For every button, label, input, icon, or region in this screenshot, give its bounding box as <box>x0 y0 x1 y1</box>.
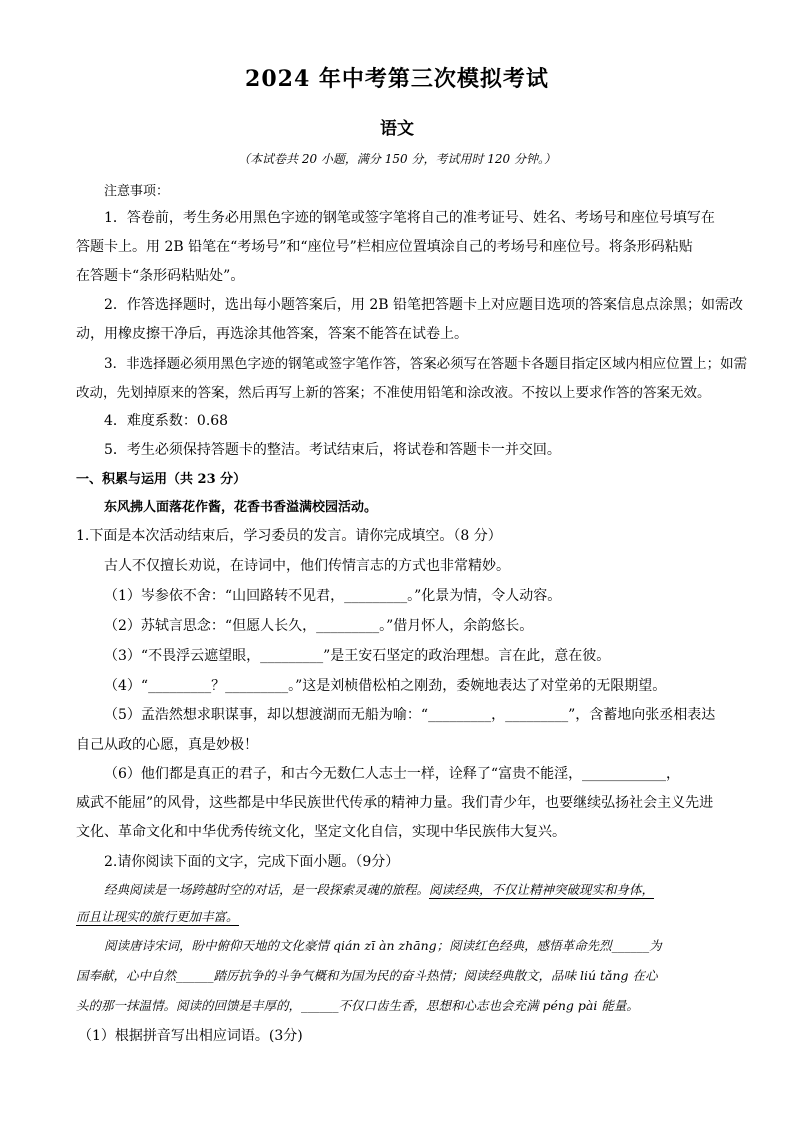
question-1-item: （3）“不畏浮云遮望眼，_________”是王安石坚定的政治理想。言在此，意在彼。 <box>104 648 611 664</box>
question-1-item: （5）孟浩然想求职谋事，却以想渡湖而无船为喻：“_________，_________”，含蓄地向张丞相表达 <box>104 707 716 723</box>
notice-line: 在答题卡“条形码粘贴处”。 <box>76 268 245 284</box>
question-1-stem: 1.下面是本次活动结束后，学习委员的发言。请你完成填空。（8 分） <box>76 528 502 544</box>
question-1-item: （4）“_________？_________。”这是刘桢借松柏之刚劲，委婉地表达了对堂弟的无限期望。 <box>104 678 667 694</box>
subject-heading: 语文 <box>380 119 414 139</box>
notice-line: 2．作答选择题时，选出每小题答案后，用 2B 铅笔把答题卡上对应题目选项的答案信息点涂黑；如需改 <box>104 297 744 313</box>
question-1-item-cont: 自己从政的心愿，真是妙极！ <box>76 737 258 753</box>
question-1-item: （1）岑参依不舍：“山回路转不见君，_________。”化景为情，令人动容。 <box>104 588 562 604</box>
reading-passage-line <box>76 907 239 925</box>
reading-passage-line: 阅读唐诗宋词，盼中俯仰天地的文化豪情 qián zī àn zhāng；阅读红色经典，感悟革命先烈______为 <box>104 938 662 953</box>
question-1-item-cont: 威武不能屈”的风骨，这些都是中华民族世代传承的精神力量。我们青少年，也要继续弘扬社会主义先进 <box>76 795 714 811</box>
question-2-sub-1: （1）根据拼音写出相应词语。(3分) <box>78 1028 303 1044</box>
activity-theme: 东风拂人面落花作酱，花香书香溢满校园活动。 <box>104 500 378 515</box>
question-1-intro: 古人不仅擅长劝说，在诗词中，他们传情言志的方式也非常精妙。 <box>104 558 510 574</box>
notice-line: 1．答卷前，考生务必用黑色字迹的钢笔或签字笔将自己的准考证号、姓名、考场号和座位号填写在 <box>104 210 715 226</box>
notice-line: 动，用橡皮擦干净后，再选涂其他答案，答案不能答在试卷上。 <box>76 326 468 342</box>
reading-plain-text: 经典阅读是一场跨越时空的对话，是一段探索灵魂的旅程。 <box>104 882 430 897</box>
question-1-item: （6）他们都是真正的君子，和古今无数仁人志士一样，诠释了“富贵不能淫，____________， <box>104 766 681 782</box>
exam-title: 2024 年中考第三次模拟考试 <box>245 66 549 92</box>
question-1-item-cont: 文化、革命文化和中华优秀传统文化，坚定文化自信，实现中华民族伟大复兴。 <box>76 824 566 840</box>
reading-passage-line: 头的那一抹温情。阅读的回馈是丰厚的，______不仅口齿生香，思想和心志也会充满 péng pài 能量。 <box>76 998 639 1013</box>
notice-heading: 注意事项： <box>104 184 170 199</box>
section-heading: 一、积累与运用（共 23 分） <box>76 472 247 487</box>
notice-line: 答题卡上。用 2B 铅笔在“考场号”和“座位号”栏相应位置填涂自己的考场号和座位号。将条形码粘贴 <box>76 239 693 255</box>
exam-note: （本试卷共 20 小题，满分 150 分，考试用时 120 分钟。） <box>238 152 556 166</box>
notice-line: 改动，先划掉原来的答案，然后再写上新的答案；不准使用铅笔和涂改液。不按以上要求作答的答案无效。 <box>76 385 711 401</box>
reading-passage-line <box>104 880 654 898</box>
question-2-stem: 2.请你阅读下面的文字，完成下面小题。（9分） <box>104 854 400 870</box>
reading-underlined-text: 阅读经典，不仅让精神突破现实和身体， <box>429 882 655 897</box>
notice-line: 3．非选择题必须用黑色字迹的钢笔或签字笔作答，答案必须写在答题卡各题目指定区域内相应位置上；如需 <box>104 356 748 372</box>
reading-underlined-text: 而且让现实的旅行更加丰富。 <box>76 909 239 924</box>
question-1-item: （2）苏轼言思念：“但愿人长久，_________。”借月怀人，余韵悠长。 <box>104 618 534 634</box>
notice-line: 5．考生必须保持答题卡的整洁。考试结束后，将试卷和答题卡一并交回。 <box>104 442 561 458</box>
reading-passage-line: 国奉献，心中自然______踏厉抗争的斗争气概和为国为民的奋斗热情；阅读经典散文，品味 liú tǎng 在心 <box>76 968 658 983</box>
notice-line: 4．难度系数：0.68 <box>104 413 229 429</box>
